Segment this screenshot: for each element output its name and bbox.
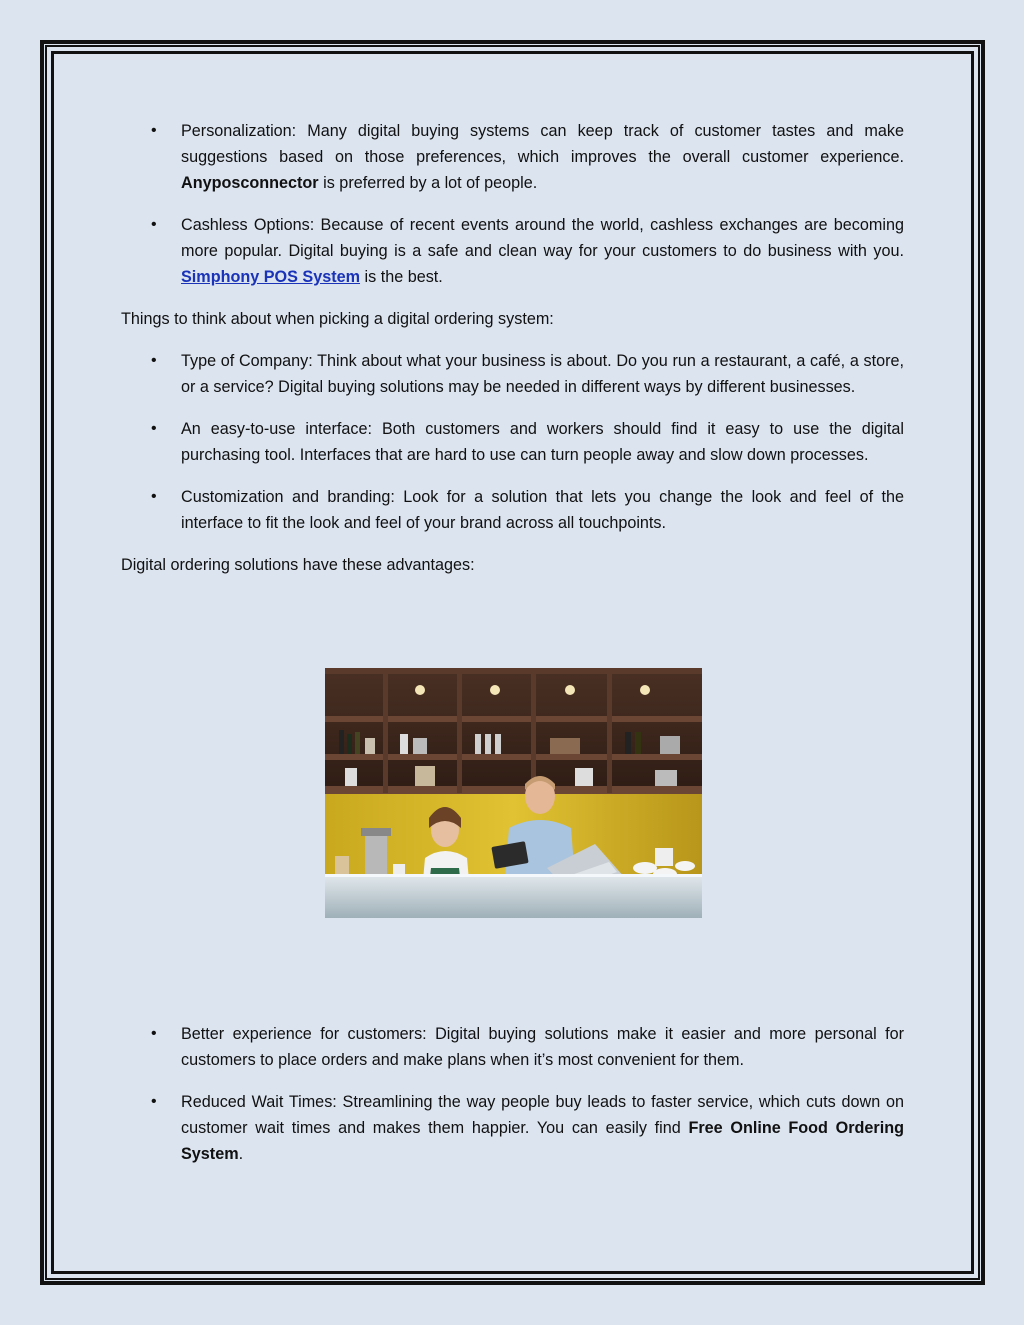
bullet-list-considerations [121,348,904,536]
cafe-counter-photo [325,668,702,918]
list-item-customization: • Customization and branding: Look for a solution that lets you change the look and feel of the interface to fit the look and feel of your brand across all touchpoints. [121,484,904,536]
list-item-better-experience: • Better experience for customers: Digital buying solutions make it easier and more personal for customers to place orders and make plans when it’s most convenient for them. [121,1021,904,1073]
bullet-list-advantages [121,1021,904,1167]
list-item-easy-interface: • An easy-to-use interface: Both customers and workers should find it easy to use the digital purchasing tool. Interfaces that are hard to use can turn people away and slow down processes. [121,416,904,468]
bullet-list-features [121,118,904,290]
list-item-personalization: • Personalization: Many digital buying systems can keep track of customer tastes and make suggestions based on those preferences, which improves the overall customer experience. Anyposconnector is preferred by a lot of people. [121,118,904,196]
advantages-section [121,1021,904,1183]
simphony-pos-link[interactable]: Simphony POS System [181,268,361,286]
document-body [121,118,904,594]
list-item-reduced-wait: • Reduced Wait Times: Streamlining the way people buy leads to faster service, which cuts down on customer wait times and makes them happier. You can easily find Free Online Food Ordering System. [121,1089,904,1167]
list-item-cashless: • Cashless Options: Because of recent events around the world, cashless exchanges are becoming more popular. Digital buying is a safe and clean way for your customers to do business with you. Simphony POS System is the best. [121,212,904,290]
heading-things-to-think: Things to think about when picking a digital ordering system: [121,310,554,328]
list-item-type-of-company: • Type of Company: Think about what your business is about. Do you run a restaurant, a café, a store, or a service? Digital buying solutions may be needed in different ways by different businesses. [121,348,904,400]
free-online-food-ordering-system: Free Online Food Ordering System [181,1119,904,1163]
cafe-photo-illustration [325,668,702,918]
brand-anyposconnector: Anyposconnector [181,174,319,192]
heading-advantages: Digital ordering solutions have these advantages: [121,556,475,574]
